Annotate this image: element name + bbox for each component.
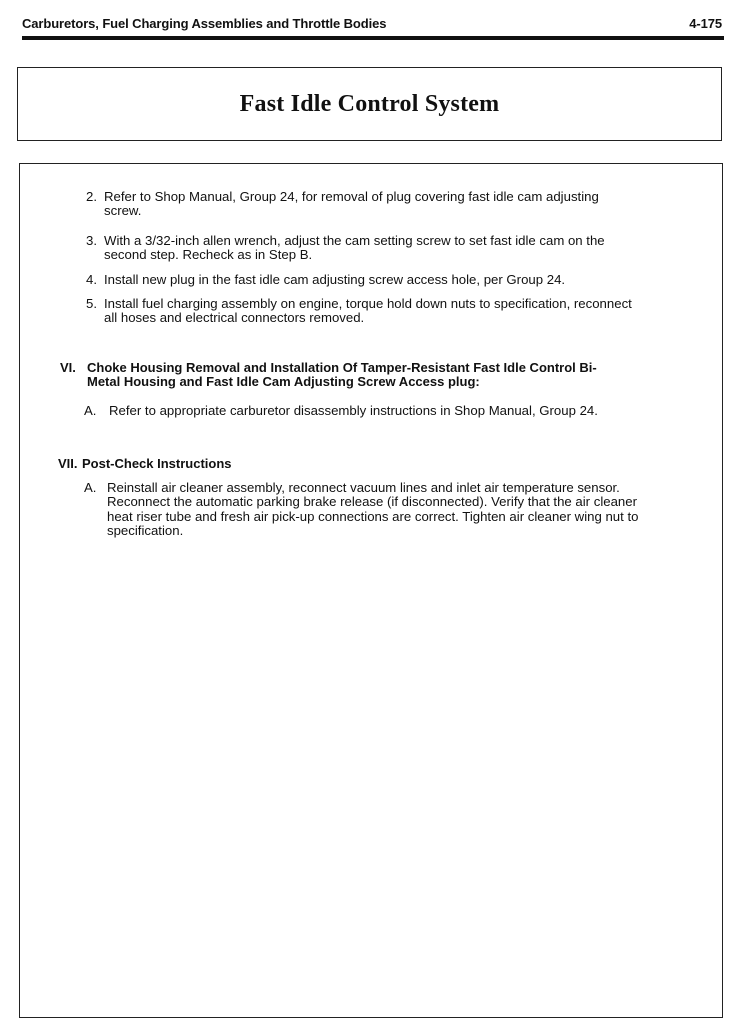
section-heading-text: Choke Housing Removal and Installation Of Tamper-Resistant Fast Idle Control Bi-Metal Housing and Fast Idle Cam Adjusting Screw Access plug:: [87, 360, 597, 390]
header-rule: [22, 36, 724, 40]
item-letter: A.: [84, 403, 97, 418]
item-letter: A.: [84, 480, 97, 495]
running-header: [22, 16, 722, 34]
step-text: Install fuel charging assembly on engine, torque hold down nuts to specification, reconnect all hoses and electrical connectors removed.: [104, 296, 632, 326]
section-number: VII.: [58, 456, 78, 471]
step-number: 2.: [86, 189, 97, 204]
item-text: Refer to appropriate carburetor disassembly instructions in Shop Manual, Group 24.: [109, 403, 598, 418]
item-text: Reinstall air cleaner assembly, reconnect vacuum lines and inlet air temperature sensor. Reconnect the automatic parking brake release (if disconnected). Verify that the air cleaner heat riser tube and fresh air pick-up connections are correct. Tighten air cleaner wing nut to specification.: [107, 480, 639, 539]
title-box: [17, 67, 722, 141]
content-box: [19, 163, 723, 1018]
step-number: 3.: [86, 233, 97, 248]
step-number: 5.: [86, 296, 97, 311]
step-text: Refer to Shop Manual, Group 24, for removal of plug covering fast idle cam adjusting screw.: [104, 189, 599, 219]
step-text: With a 3/32-inch allen wrench, adjust the cam setting screw to set fast idle cam on the second step. Recheck as in Step B.: [104, 233, 605, 263]
section-heading-text: Post-Check Instructions: [82, 456, 232, 471]
section-title: Carburetors, Fuel Charging Assemblies and Throttle Bodies: [22, 16, 387, 31]
section-number: VI.: [60, 360, 76, 375]
step-number: 4.: [86, 272, 97, 287]
step-text: Install new plug in the fast idle cam adjusting screw access hole, per Group 24.: [104, 272, 566, 287]
page-title: Fast Idle Control System: [239, 90, 500, 117]
page-number: 4-175: [689, 16, 722, 31]
